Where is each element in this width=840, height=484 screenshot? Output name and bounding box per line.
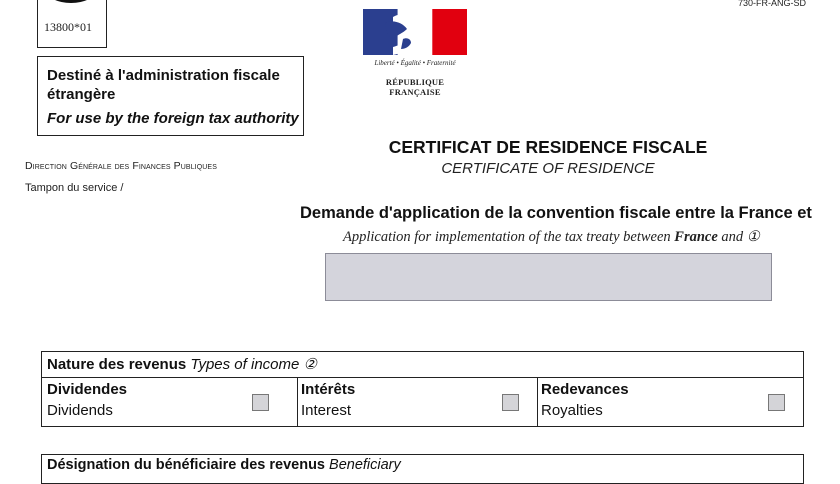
cerfa-number: 13800*01	[44, 20, 92, 34]
dividends-label-english: Dividends	[47, 402, 113, 419]
destination-english: For use by the foreign tax authority	[47, 110, 299, 127]
beneficiary-label	[47, 457, 401, 473]
interest-label-english: Interest	[301, 402, 352, 419]
income-header-english: Types of income ②	[190, 356, 317, 373]
destination-line-1: Destiné à l'administration fiscale	[47, 67, 280, 84]
marianne-logo-icon	[363, 9, 467, 55]
dividends-checkbox[interactable]	[252, 394, 269, 411]
dividends-label-french: Dividendes	[47, 381, 128, 398]
cerfa-logo-icon	[45, 0, 97, 8]
republic-name: RÉPUBLIQUE FRANÇAISE	[385, 77, 445, 97]
destination-french	[47, 66, 297, 104]
destination-line-2: étrangère	[47, 86, 116, 103]
royalties-checkbox[interactable]	[768, 394, 785, 411]
income-column-divider	[297, 377, 298, 426]
beneficiary-label-english: Beneficiary	[329, 457, 401, 473]
interest-label-french: Intérêts	[301, 381, 356, 398]
income-header-divider	[41, 377, 804, 378]
treaty-request-country: France	[674, 229, 718, 245]
treaty-country-field[interactable]	[325, 253, 772, 301]
service-stamp-label: Tampon du service /	[25, 182, 124, 194]
income-types-header	[47, 355, 317, 373]
issuing-directorate: Direction Générale des Finances Publiques	[25, 160, 217, 172]
royalties-label-english: Royalties	[541, 402, 603, 419]
treaty-request-suffix: and ①	[721, 229, 760, 245]
treaty-request-english	[343, 229, 760, 246]
treaty-request-french: Demande d'application de la convention fiscale entre la France et	[300, 204, 812, 222]
certificate-title: CERTIFICAT DE RESIDENCE FISCALE	[388, 137, 708, 157]
interest-checkbox[interactable]	[502, 394, 519, 411]
form-reference: 730-FR-ANG-SD	[738, 0, 807, 8]
income-column-divider	[537, 377, 538, 426]
income-header-french: Nature des revenus	[47, 356, 187, 373]
beneficiary-label-french: Désignation du bénéficiaire des revenus	[47, 457, 325, 473]
republic-motto: Liberté • Égalité • Fraternité	[374, 59, 456, 67]
royalties-label-french: Redevances	[541, 381, 629, 398]
certificate-title-english: CERTIFICATE OF RESIDENCE	[441, 160, 655, 177]
treaty-request-prefix: Application for implementation of the tax treaty between	[343, 229, 671, 245]
